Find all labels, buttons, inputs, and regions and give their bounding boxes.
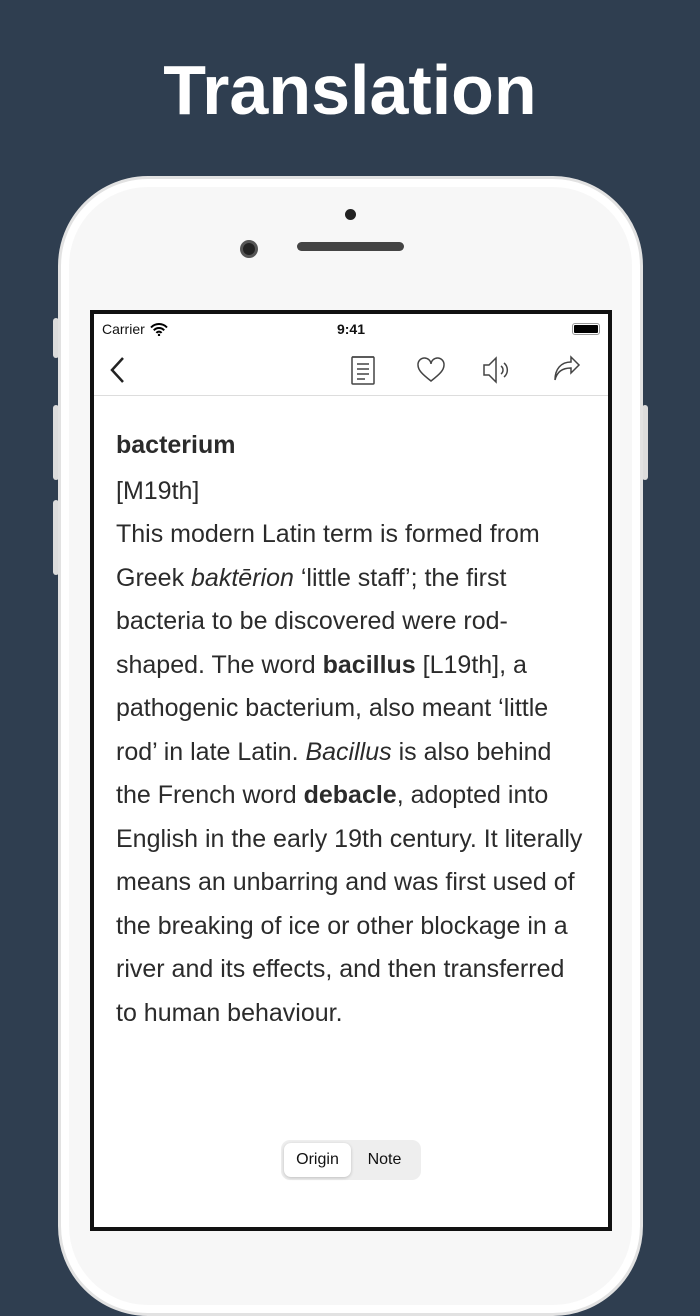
notepad-icon[interactable] <box>350 354 376 386</box>
tab-origin[interactable]: Origin <box>284 1143 351 1177</box>
back-chevron-icon[interactable] <box>108 354 128 386</box>
earpiece-speaker <box>297 242 404 251</box>
screen <box>90 310 612 1231</box>
italic-term: Bacillus <box>305 737 392 766</box>
entry-content <box>94 396 608 1035</box>
carrier-label: Carrier <box>102 321 145 337</box>
body-text: This modern Latin term is formed from Greek <box>116 520 540 592</box>
share-icon[interactable] <box>552 354 582 386</box>
entry-word: bacterium <box>116 431 236 459</box>
body-text: [L19th], a pathogenic bacterium, also meant ‘little rod’ in late Latin. <box>116 650 549 766</box>
status-bar <box>94 314 608 344</box>
body-text: ‘little staff’; the first bacteria to be discovered were rod-shaped. The word <box>116 563 508 679</box>
body-text: , adopted into English in the early 19th century. It literally means an unbarring and was first used of the breaking of ice or other blockage in a river and its effects, and then transferred to human behaviour. <box>116 781 583 1027</box>
bold-term: bacillus <box>322 650 416 679</box>
proximity-sensor <box>345 209 356 220</box>
front-camera <box>240 240 258 258</box>
speaker-icon[interactable] <box>482 354 512 386</box>
clock: 9:41 <box>336 321 366 337</box>
bold-term: debacle <box>303 781 397 809</box>
entry-date: [M19th] <box>116 476 200 505</box>
origin-note-segmented-control <box>281 1140 421 1180</box>
nav-bar <box>94 344 608 396</box>
entry-body <box>116 513 586 1035</box>
heart-icon[interactable] <box>416 354 446 386</box>
body-text: is also behind the French word <box>116 737 552 809</box>
tab-note[interactable]: Note <box>367 1151 402 1168</box>
headline: Translation <box>163 51 537 129</box>
italic-term: baktērion <box>191 563 294 592</box>
